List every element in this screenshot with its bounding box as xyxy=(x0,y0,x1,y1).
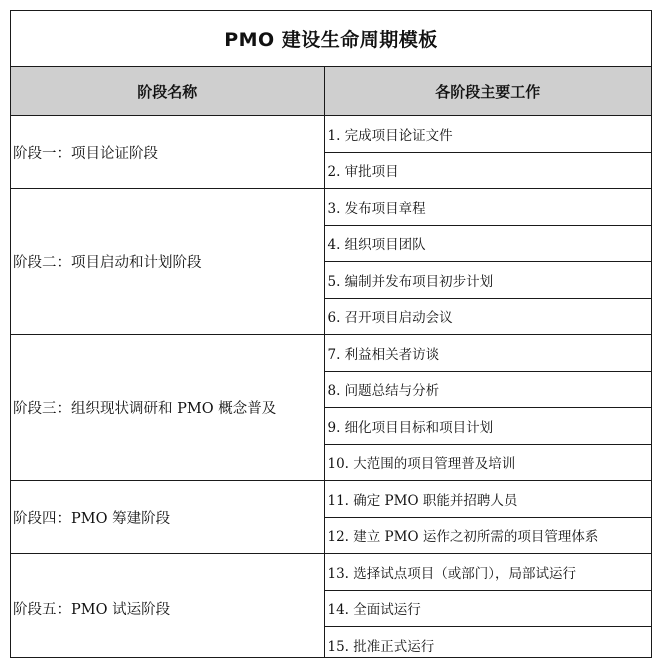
task-cell: 8. 问题总结与分析 xyxy=(324,371,651,408)
table-row xyxy=(11,335,651,372)
task-cell: 10. 大范围的项目管理普及培训 xyxy=(324,444,651,481)
task-cell: 5. 编制并发布项目初步计划 xyxy=(324,262,651,299)
task-cell: 12. 建立 PMO 运作之初所需的项目管理体系 xyxy=(324,517,651,554)
task-cell: 15. 批准正式运行 xyxy=(327,638,435,655)
task-cell: 2. 审批项目 xyxy=(324,152,651,189)
lifecycle-table xyxy=(11,67,651,658)
header-row xyxy=(11,67,651,116)
stage-cell: 阶段一：项目论证阶段 xyxy=(11,116,324,189)
task-cell: 6. 召开项目启动会议 xyxy=(324,298,651,335)
stage-cell: 阶段四：PMO 筹建阶段 xyxy=(11,481,324,554)
stage-cell: 阶段五：PMO 试运阶段 xyxy=(11,554,324,659)
table-title: PMO 建设生命周期模板 xyxy=(11,11,651,67)
task-cell: 13. 选择试点项目（或部门），局部试运行 xyxy=(324,554,651,591)
stage-cell: 阶段二：项目启动和计划阶段 xyxy=(11,189,324,335)
lifecycle-table-frame xyxy=(10,10,652,658)
table-row xyxy=(11,116,651,153)
task-cell: 7. 利益相关者访谈 xyxy=(324,335,651,372)
table-row xyxy=(11,189,651,226)
task-cell: 11. 确定 PMO 职能并招聘人员 xyxy=(324,481,651,518)
task-cell: 14. 全面试运行 xyxy=(324,590,651,627)
table-row xyxy=(11,481,651,518)
stage-column-header: 阶段名称 xyxy=(11,67,324,116)
task-cell: 3. 发布项目章程 xyxy=(324,189,651,226)
task-cell: 4. 组织项目团队 xyxy=(324,225,651,262)
table-row xyxy=(11,554,651,591)
table-body xyxy=(11,116,651,659)
task-cell: 9. 细化项目目标和项目计划 xyxy=(324,408,651,445)
task-cell: 1. 完成项目论证文件 xyxy=(324,116,651,153)
stage-cell: 阶段三：组织现状调研和 PMO 概念普及 xyxy=(11,335,324,481)
tasks-column-header: 各阶段主要工作 xyxy=(324,67,651,116)
